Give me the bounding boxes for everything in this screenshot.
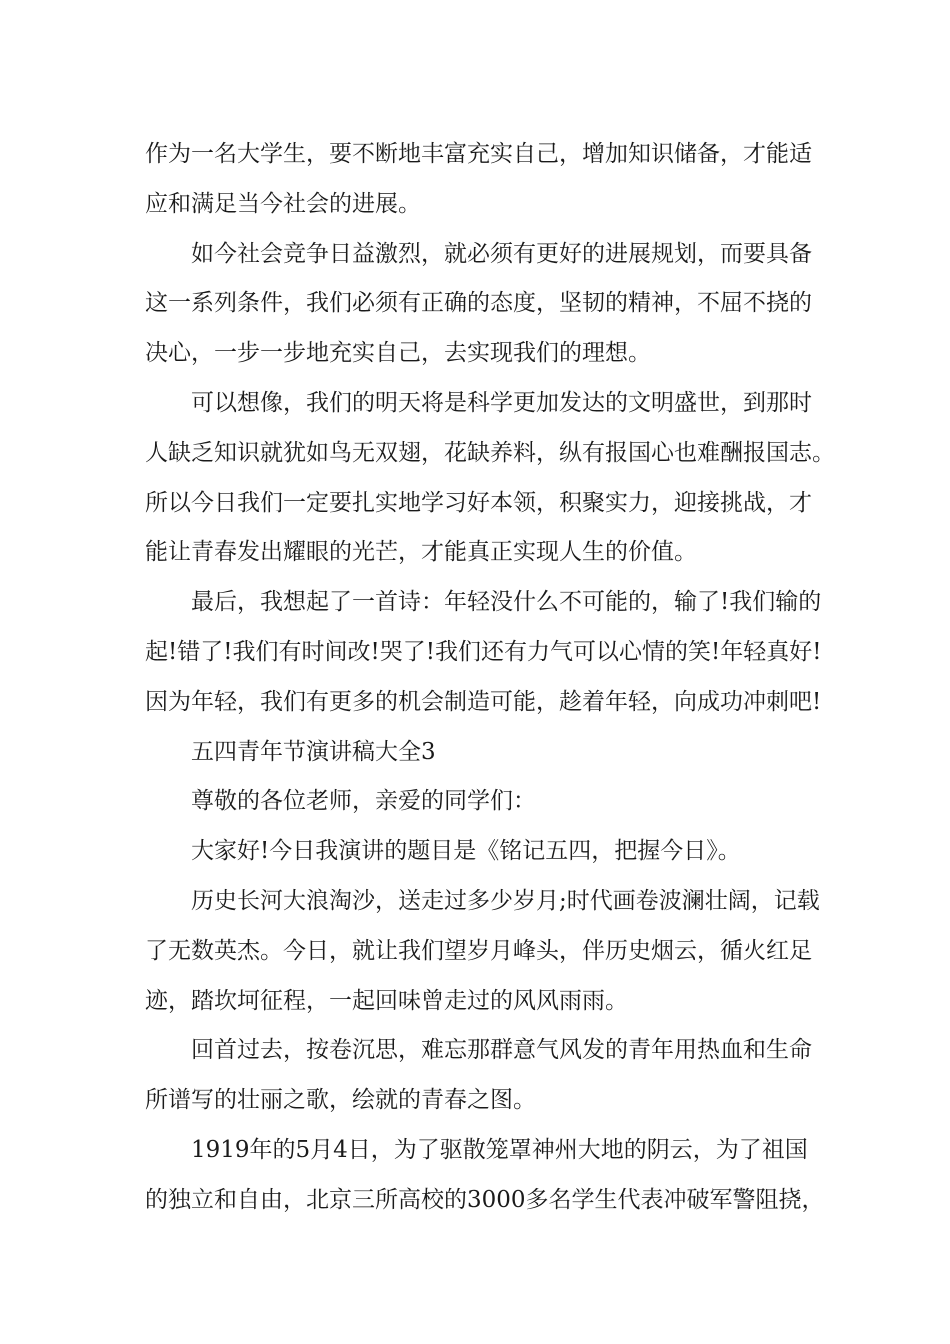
paragraph-start-line: 如今社会竞争日益激烈，就必须有更好的进展规划，而要具备 (191, 240, 812, 267)
text-line: 能让青春发出耀眼的光芒，才能真正实现人生的价值。 (145, 539, 697, 566)
paragraph-start-line: 可以想像，我们的明天将是科学更加发达的文明盛世，到那时 (191, 389, 812, 416)
text-line: 这一系列条件，我们必须有正确的态度，坚韧的精神，不屈不挠的 (145, 290, 812, 317)
paragraph-start-line: 回首过去，按卷沉思，难忘那群意气风发的青年用热血和生命 (191, 1037, 812, 1064)
text-line: 迹，踏坎坷征程，一起回味曾走过的风风雨雨。 (145, 987, 628, 1014)
text-line: 的独立和自由，北京三所高校的3000多名学生代表冲破军警阻挠， (145, 1186, 825, 1213)
section-heading: 五四青年节演讲稿大全3 (191, 738, 436, 765)
text-line: 作为一名大学生，要不断地丰富充实自己，增加知识储备，才能适 (145, 141, 812, 167)
paragraph-start-line: 最后，我想起了一首诗：年轻没什么不可能的，输了!我们输的 (191, 589, 822, 616)
text-line: 决心，一步一步地充实自己，去实现我们的理想。 (145, 340, 651, 367)
document-body (145, 130, 835, 1226)
text-line: 人缺乏知识就犹如鸟无双翅，花缺养料，纵有报国心也难酬报国志。 (145, 439, 835, 466)
paragraph-start-line: 大家好!今日我演讲的题目是《铭记五四，把握今日》。 (191, 838, 741, 865)
text-line: 起!错了!我们有时间改!哭了!我们还有力气可以心情的笑!年轻真好! (145, 638, 822, 665)
paragraph-start-line: 1919年的5月4日，为了驱散笼罩神州大地的阴云，为了祖国 (191, 1136, 808, 1163)
text-line: 因为年轻，我们有更多的机会制造可能，趁着年轻，向成功冲刺吧! (145, 688, 822, 715)
text-line: 所以今日我们一定要扎实地学习好本领，积聚实力，迎接挑战，才 (145, 489, 812, 516)
salutation-line: 尊敬的各位老师，亲爱的同学们： (191, 788, 536, 815)
paragraph-start-line: 历史长河大浪淘沙，送走过多少岁月;时代画卷波澜壮阔，记载 (191, 887, 820, 914)
text-line: 所谱写的壮丽之歌，绘就的青春之图。 (145, 1087, 536, 1114)
text-line: 应和满足当今社会的进展。 (145, 190, 421, 217)
text-line: 了无数英杰。今日，就让我们望岁月峰头，伴历史烟云，循火红足 (145, 937, 812, 964)
